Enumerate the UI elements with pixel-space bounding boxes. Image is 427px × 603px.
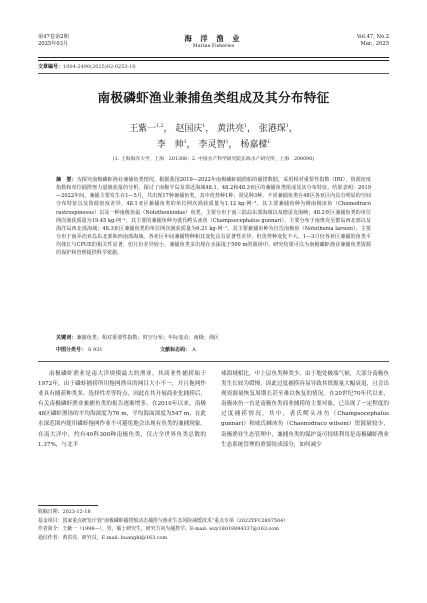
- footnote-funding: 基金项目：国家重点研发计划“南极磷虾捕捞船动态捕捞与渔业生态风险减缓技术”重点专项（2022YFC2807504）: [38, 517, 289, 524]
- author: 赵国庆$^1$: [175, 124, 206, 134]
- affiliations: (1. 上海海洋大学，上海 201306；2. 中国水产科学研究院东海水产研究所，上海 200090): [112, 157, 315, 162]
- running-header: [38, 34, 389, 56]
- volume-en: Vol.47, No.2: [356, 34, 389, 40]
- article-number-value: 1004-2490(2025)02-0253-10: [63, 64, 136, 70]
- author: 张港琛$^1$: [258, 124, 289, 134]
- footnote-rule: [38, 505, 98, 506]
- keywords: [56, 334, 371, 342]
- keywords-label: 关键词：: [56, 335, 77, 341]
- abstract: [56, 176, 371, 258]
- journal-name-cn: 海 洋 渔 业: [184, 34, 243, 43]
- clc: 中图分类号： S 931: [56, 347, 103, 353]
- body-paragraph: 球海域相比，中上层鱼类种类少，由于地处极端气候，大部分南极鱼类生长较为缓慢，因此过度捕捞容易导致其资源量大幅衰退，且会出现资源量恢复周期长甚至难以恢复的情况。在20世纪70年代以来，南极冰鱼一直是南极鱼类商业捕捞的主要对象，已出现了一定程度的过度捕捞情况，其中，裘氏鳄头冰鱼（Champsocephalus gunnari）和威氏棘冰鱼（Chaenodraco wilsoni）资源量较少，南极渔业生态管理中，兼捕鱼类的保护及可持续利用是南极磷虾渔业生态系统管理的重要组成部分，如何减少: [221, 371, 389, 448]
- author-line-2: 李 帅$^1$， 李灵智$^1$， 杨嘉樑$^1$: [156, 140, 271, 150]
- footnote-author-bio: 作者简介：王紫一（1998—），男，硕士研究生，研究方向为捕捞学。E-mail: wzy18018894337@163.com: [38, 526, 279, 533]
- header-rule-thin: [38, 60, 389, 61]
- author: 王紫一$^{1,2}$: [129, 124, 164, 134]
- volume-cn: 第47卷第2期: [38, 34, 69, 40]
- divider: [38, 361, 389, 362]
- body-paragraph: 南极磷虾渔业是南大洋规模最大的渔业，其商业性捕捞始于1972年，由于磷虾捕捞所用拖网渔具的网目大小不一，开且拖网作业具有捕获种类多、选择性差等特点，因此在其开展商业化捕捞后，有关南极磷虾渔业兼捕鱼类的报告逐渐增多，在2010年以来，南极48区磷虾渔场的平均海深度为76 m，平均海面深度为547 m，在此水深范围内使用磷虾拖网作业不可避免地会出现有鱼类的兼捕现象。在南大洋中，约有49科300种南极鱼类，仅占全世界鱼类总数的1.37%，与北半: [38, 371, 206, 448]
- author: 黄洪亮$^1$: [217, 124, 247, 134]
- classification: [56, 346, 371, 354]
- header-rule-thick: [38, 57, 389, 58]
- author-line-1: 王紫一$^{1,2}$， 赵国庆$^1$， 黄洪亮$^1$， 张港琛$^1$，: [129, 124, 298, 134]
- article-title: 南极磷虾渔业兼捕鱼类组成及其分布特征: [97, 90, 330, 105]
- author: 杨嘉樑$^1$: [240, 140, 271, 150]
- author: 李灵智$^1$: [198, 140, 229, 150]
- keywords-text: 兼捕鱼类；相对重要性指数；时空分布；年际变动；南极；渔区: [76, 335, 220, 341]
- document-code: 文献标志码： A: [160, 347, 196, 353]
- date-cn: 2025年03月: [38, 41, 69, 47]
- author: 李 帅$^1$: [156, 140, 187, 150]
- footnote-received: 收稿日期：2023-12-18: [38, 509, 91, 515]
- body-column-right: [221, 369, 389, 450]
- article-number: [38, 64, 136, 71]
- header-right: [357, 34, 389, 48]
- footnote-corresponding: 通信作者：黄洪亮，研究员。E-mail: huanghl@163.com: [38, 534, 168, 541]
- date-en: Mar., 2025: [360, 41, 389, 47]
- divider: [38, 73, 389, 74]
- abstract-label: 摘 要：: [56, 177, 77, 183]
- abstract-text: 为探究南极磷虾渔业兼捕鱼类情况，根据我国2019—2022年南极磷虾捕捞船的捕捞数据，采用相对重要性指数（IRI），资源密度指数和单位捕捞努力量渔获量的分析，探讨了南极半岛及邻近海域48.1、48.2和48.3亚区的兼捕鱼类组成及其分布特征。结果表明：2019—2022年间，兼捕主要发生在1—5月，共出现17种兼捕鱼类，其中优势种1种，常见种3种。不同兼捕鱼类在48区各亚区内具有明显的空间分布特征以及资源密度差异，48.1亚区兼捕鱼类的单位网次渔获质量为1.12 kg·网⁻¹，其主要兼捕鱼种为裸南极冰鱼（Chionodraco rastrospinosus）以及一种南极鱼属（Notothenioidae）鱼类，主要分布于南三陆岛东部海域以及德雷克海峡；48.2亚区兼捕鱼类的单位网次渔获质量为19.45 kg·网⁻¹，其主要的兼捕鱼种为裘氏鳄头冰鱼（Champsocephalus gunnari），主要分布于南奥克尼群岛西北部以及海洋岛西北部海域；48.3亚区兼捕鱼类的单位网次渔获质量为6.21 kg·网⁻¹，其主要兼捕鱼种为拉氏南极鱼（Notothenia larseni）、主要分布于南乔治亚岛东北部和西南部海域。各亚区年间兼捕物种和其变化具有显著性差异，但优势种变化不大。1—3月份各亚区兼捕的鱼类平均体长与CPUE的相关性显著，但月份差异较小。兼捕鱼类多出现在水深浅于500 m的渔场中。研究结果可以为南极磷虾渔业兼捕鱼类资源的保护和管理提供科学依据。: [56, 177, 371, 257]
- header-center: [38, 34, 389, 50]
- body-column-left: [38, 369, 206, 450]
- journal-name-en: Marine Fisheries: [192, 44, 235, 49]
- article-number-label: 文章编号：: [38, 64, 64, 70]
- footnotes: [38, 508, 389, 542]
